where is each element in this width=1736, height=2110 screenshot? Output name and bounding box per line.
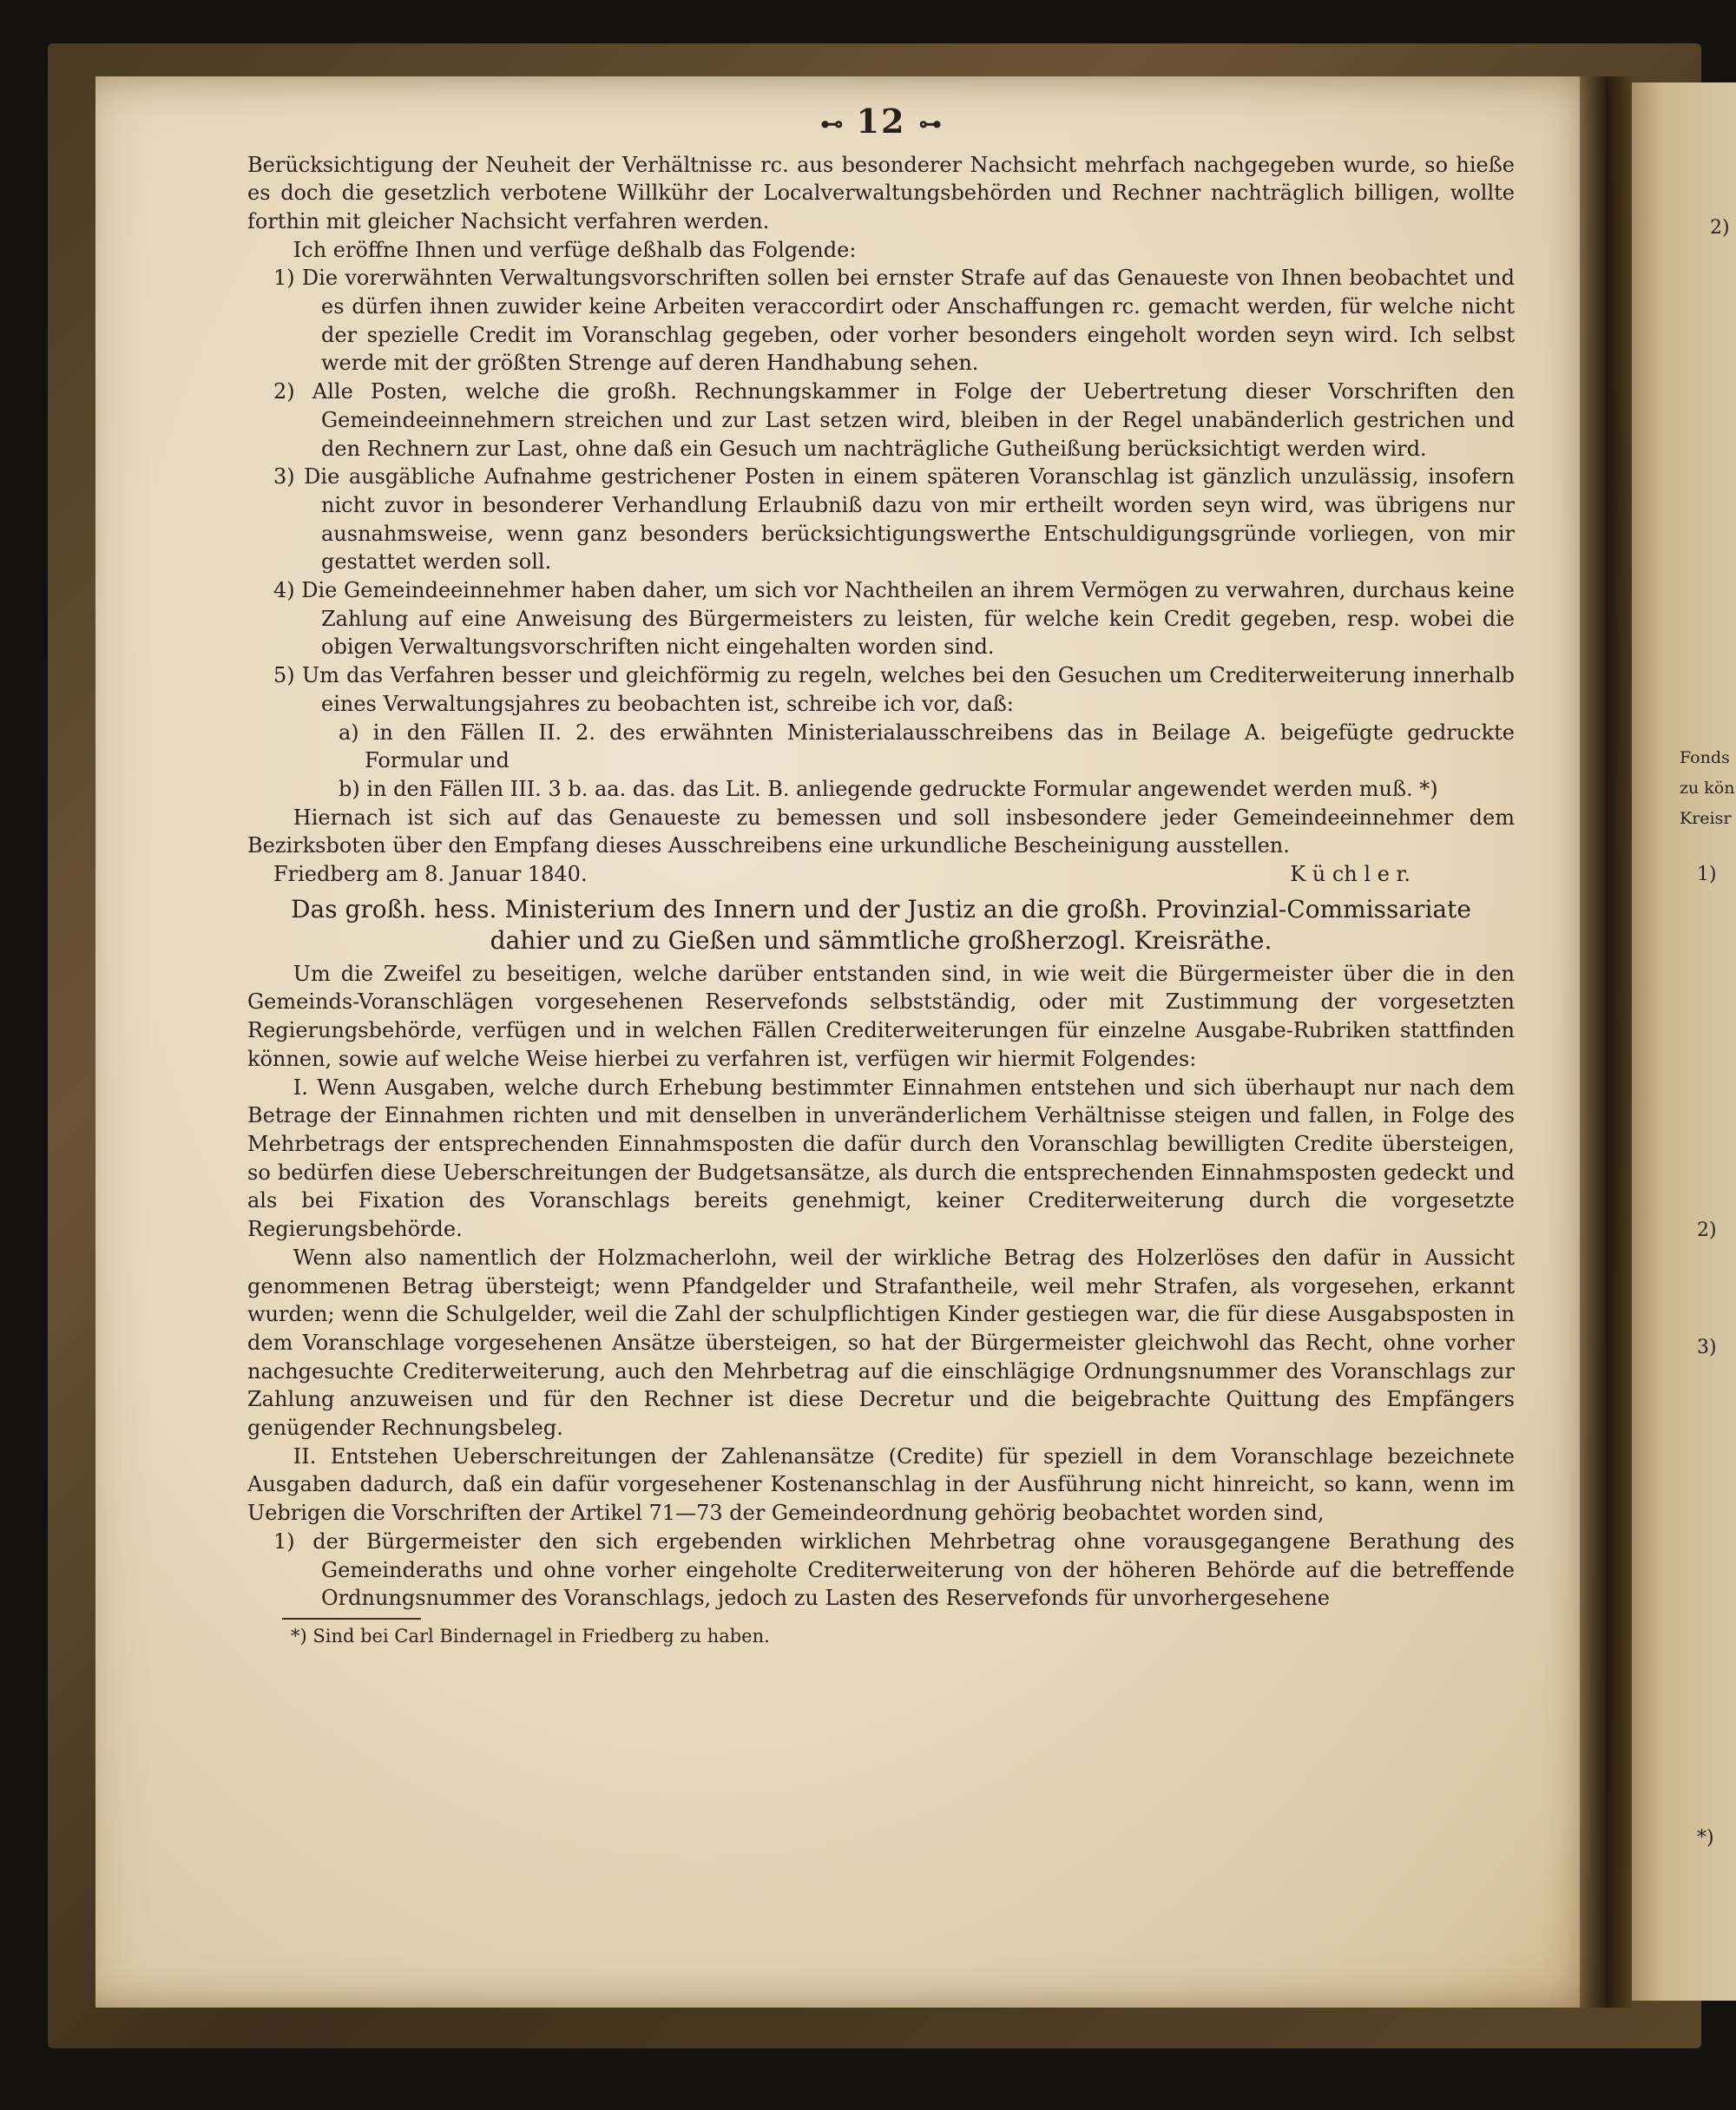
- book-gutter: [1580, 76, 1632, 2008]
- ornament-left-icon: ⊷: [820, 111, 844, 138]
- next-page-edge: [1632, 82, 1736, 2001]
- margin-note: 2): [1710, 217, 1730, 239]
- footnote-rule: [282, 1618, 421, 1620]
- margin-note: 1): [1697, 864, 1717, 885]
- list-item: 5) Um das Verfahren besser und gleichförmig zu regeln, welches bei den Gesuchen um Crediterweiterung innerhalb eines Verwaltungsjahres zu beobachten ist, schreibe ich vor, daß:: [273, 663, 1515, 716]
- page-text: [247, 97, 1515, 1649]
- list-item: 1) der Bürgermeister den sich ergebenden wirklichen Mehrbetrag ohne vorausgegangene Berathung des Gemeinderaths und ohne vorher eingeholte Crediterweiterung von der höheren Behörde auf die betreffende Ordnungsnummer des Voranschlags, jedoch zu Lasten des Reservefonds für unvorhergesehene: [273, 1528, 1515, 1611]
- margin-note: Fonds: [1680, 748, 1730, 767]
- margin-note: Kreisr: [1680, 809, 1732, 828]
- paragraph: Hiernach ist sich auf das Genaueste zu bemessen und soll insbesondere jeder Gemeindeeinnehmer dem Bezirksboten über den Empfang dieses Ausschreibens eine urkundliche Bescheinigung ausstellen.: [247, 805, 1515, 858]
- page-header: [247, 97, 1515, 149]
- sub-list-item: a) in den Fällen II. 2. des erwähnten Ministerialausschreibens das in Beilage A. beigefügte gedruckte Formular und: [339, 720, 1515, 773]
- section-heading-line2: dahier und zu Gießen und sämmtliche großherzogl. Kreisräthe.: [490, 925, 1272, 955]
- paragraph: Ich eröffne Ihnen und verfüge deßhalb das Folgende:: [293, 237, 857, 262]
- section-heading-line1: Das großh. hess. Ministerium des Innern und der Justiz an die großh. Provinzial-Commissariate: [291, 894, 1471, 924]
- ornament-right-icon: ⊶: [918, 111, 942, 138]
- page-number: 12: [856, 102, 906, 141]
- list-item: 3) Die ausgäbliche Aufnahme gestrichener Posten in einem späteren Voranschlag ist gänzlich unzulässig, insofern nicht zuvor in besonderer Verhandlung Erlaubniß dazu von mir ertheilt worden seyn wird, was übrigens nur ausnahmsweise, wenn ganz besonders berücksichtigungswerthe Entschuldigungsgründe vorliegen, von mir gestattet werden soll.: [273, 464, 1515, 575]
- margin-note: zu kön: [1680, 779, 1735, 798]
- margin-note: 2): [1697, 1219, 1717, 1241]
- paragraph: I. Wenn Ausgaben, welche durch Erhebung bestimmter Einnahmen entstehen und sich überhaupt nur nach dem Betrage der Einnahmen richten und mit denselben in unveränderlichem Verhältnisse steigen und fallen, in Folge des Mehrbetrags der entsprechenden Einnahmsposten die dafür durch den Voranschlag bewilligten Credite übersteigen, so bedürfen diese Ueberschreitungen der Budgetsansätze, als durch die entsprechenden Einnahmsposten gedeckt und als bei Fixation des Voranschlags bereits genehmigt, keiner Crediterweiterung durch die vorgesetzte Regierungsbehörde.: [247, 1075, 1515, 1242]
- paragraph: II. Entstehen Ueberschreitungen der Zahlenansätze (Credite) für speziell in dem Voranschlage bezeichnete Ausgaben dadurch, daß ein dafür vorgesehener Kostenanschlag in der Ausführung nicht hinreicht, so kann, wenn im Uebrigen die Vorschriften der Artikel 71—73 der Gemeindeordnung gehörig beobachtet worden sind,: [247, 1443, 1515, 1526]
- paragraph: Berücksichtigung der Neuheit der Verhältnisse rc. aus besonderer Nachsicht mehrfach nachgegeben wurde, so hieße es doch die gesetzlich verbotene Willkühr der Localverwaltungsbehörden und Rechner nachträglich billigen, wollte forthin mit gleicher Nachsicht verfahren werden.: [247, 152, 1515, 233]
- paragraph: Um die Zweifel zu beseitigen, welche darüber entstanden sind, in wie weit die Bürgermeister über die in den Gemeinds-Voranschlägen vorgesehenen Reservefonds selbstständig, oder mit Zustimmung der vorgesetzten Regierungsbehörde, verfügen und in welchen Fällen Crediterweiterungen für einzelne Ausgabe-Rubriken stattfinden können, sowie auf welche Weise hierbei zu verfahren ist, verfügen wir hiermit Folgendes:: [247, 961, 1515, 1071]
- footnote: *) Sind bei Carl Bindernagel in Friedberg zu haben.: [291, 1625, 770, 1647]
- sub-list-item: b) in den Fällen III. 3 b. aa. das. das Lit. B. anliegende gedruckte Formular angewendet werden muß. *): [339, 776, 1438, 801]
- section-heading: [247, 894, 1515, 956]
- dateline: [247, 860, 1515, 889]
- list-item: 2) Alle Posten, welche die großh. Rechnungskammer in Folge der Uebertretung dieser Vorschriften den Gemeindeeinnehmern streichen und zur Last setzen wird, bleiben in der Regel unabänderlich gestrichen und den Rechnern zur Last, ohne daß ein Gesuch um nachträgliche Gutheißung berücksichtigt werden wird.: [273, 379, 1515, 461]
- list-item: 1) Die vorerwähnten Verwaltungsvorschriften sollen bei ernster Strafe auf das Genaueste von Ihnen beobachtet und es dürfen ihnen zuwider keine Arbeiten veraccordirt oder Anschaffungen rc. gemacht werden, für welche nicht der spezielle Credit im Voranschlag gegeben, oder vorher besonders eingeholt worden seyn wird. Ich selbst werde mit der größten Strenge auf deren Handhabung sehen.: [273, 266, 1515, 376]
- list-item: 4) Die Gemeindeeinnehmer haben daher, um sich vor Nachtheilen an ihrem Vermögen zu verwahren, durchaus keine Zahlung auf eine Anweisung des Bürgermeisters zu leisten, für welche kein Credit gegeben, resp. wobei die obigen Verwaltungsvorschriften nicht eingehalten worden sind.: [273, 578, 1515, 660]
- signature: K ü ch l e r.: [1290, 862, 1410, 887]
- margin-note: 3): [1697, 1337, 1717, 1358]
- date-place: Friedberg am 8. Januar 1840.: [273, 862, 588, 887]
- margin-note: *): [1697, 1827, 1714, 1849]
- paragraph: Wenn also namentlich der Holzmacherlohn, weil der wirkliche Betrag des Holzerlöses den dafür in Aussicht genommenen Betrag übersteigt; wenn Pfandgelder und Strafantheile, weil mehr Strafen, als vorgesehen, erkannt wurden; wenn die Schulgelder, weil die Zahl der schulpflichtigen Kinder gestiegen war, die für diese Ausgabsposten in dem Voranschlage vorgesehenen Ansätze übersteigen, so hat der Bürgermeister gleichwohl das Recht, ohne vorher nachgesuchte Crediterweiterung, auch den Mehrbetrag auf die einschlägige Ordnungsnummer des Voranschlags zur Zahlung anzuweisen und für den Rechner ist diese Decretur und die beigebrachte Quittung des Empfängers genügender Rechnungsbeleg.: [247, 1245, 1515, 1441]
